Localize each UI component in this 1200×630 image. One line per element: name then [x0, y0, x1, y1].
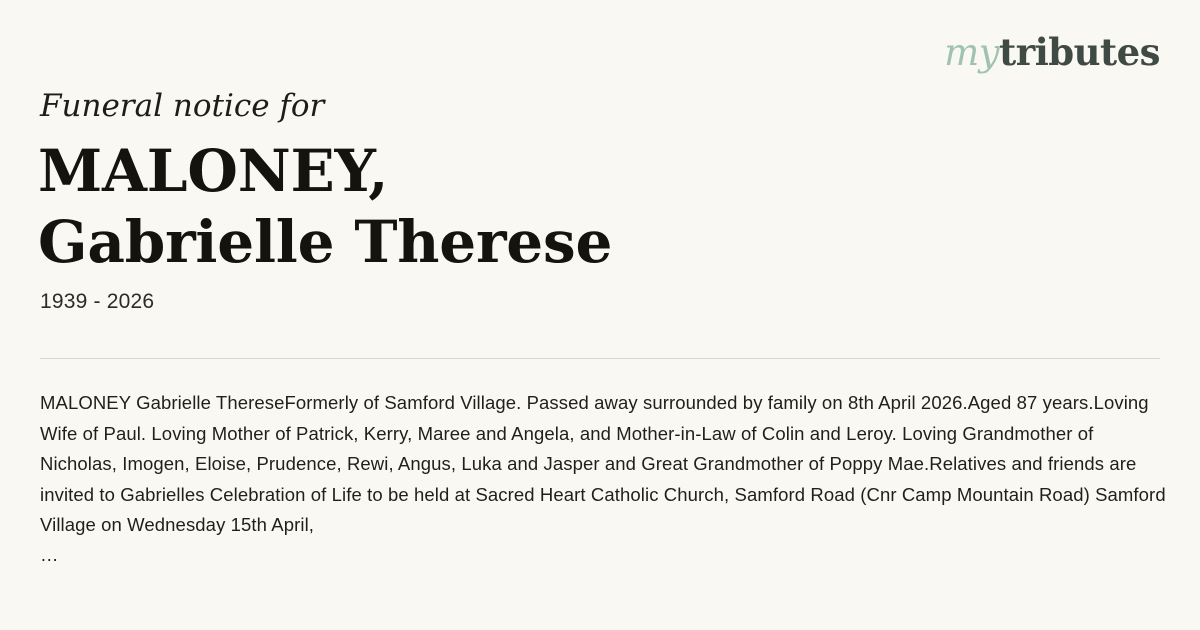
deceased-given-names: Gabrielle Therese: [38, 207, 613, 276]
mytributes-logo[interactable]: [944, 30, 1160, 74]
life-dates: 1939 - 2026: [40, 290, 155, 313]
page-title: [38, 136, 612, 278]
notice-body: MALONEY Gabrielle ThereseFormerly of Samford Village. Passed away surrounded by family on 8th April 2026.Aged 87 years.Loving Wife of Paul. Loving Mother of Patrick, Kerry, Maree and Angela, and Mother-in-Law of Colin and Leroy. Loving Grandmother of Nicholas, Imogen, Eloise, Prudence, Rewi, Angus, Luka and Jasper and Great Grandmother of Poppy Mae.Relatives and friends are invited to Gabrielles Celebration of Life to be held at Sacred Heart Catholic Church, Samford Road (Cnr Camp Mountain Road) Samford Village on Wednesday 15th April,: [40, 392, 1166, 535]
logo-tributes-text: tributes: [999, 30, 1160, 74]
deceased-surname: MALONEY,: [38, 137, 389, 205]
body-truncation-indicator: …: [40, 544, 59, 565]
header-divider: [40, 358, 1160, 359]
logo-my-text: my: [944, 31, 1000, 74]
notice-kicker: Funeral notice for: [40, 88, 325, 124]
